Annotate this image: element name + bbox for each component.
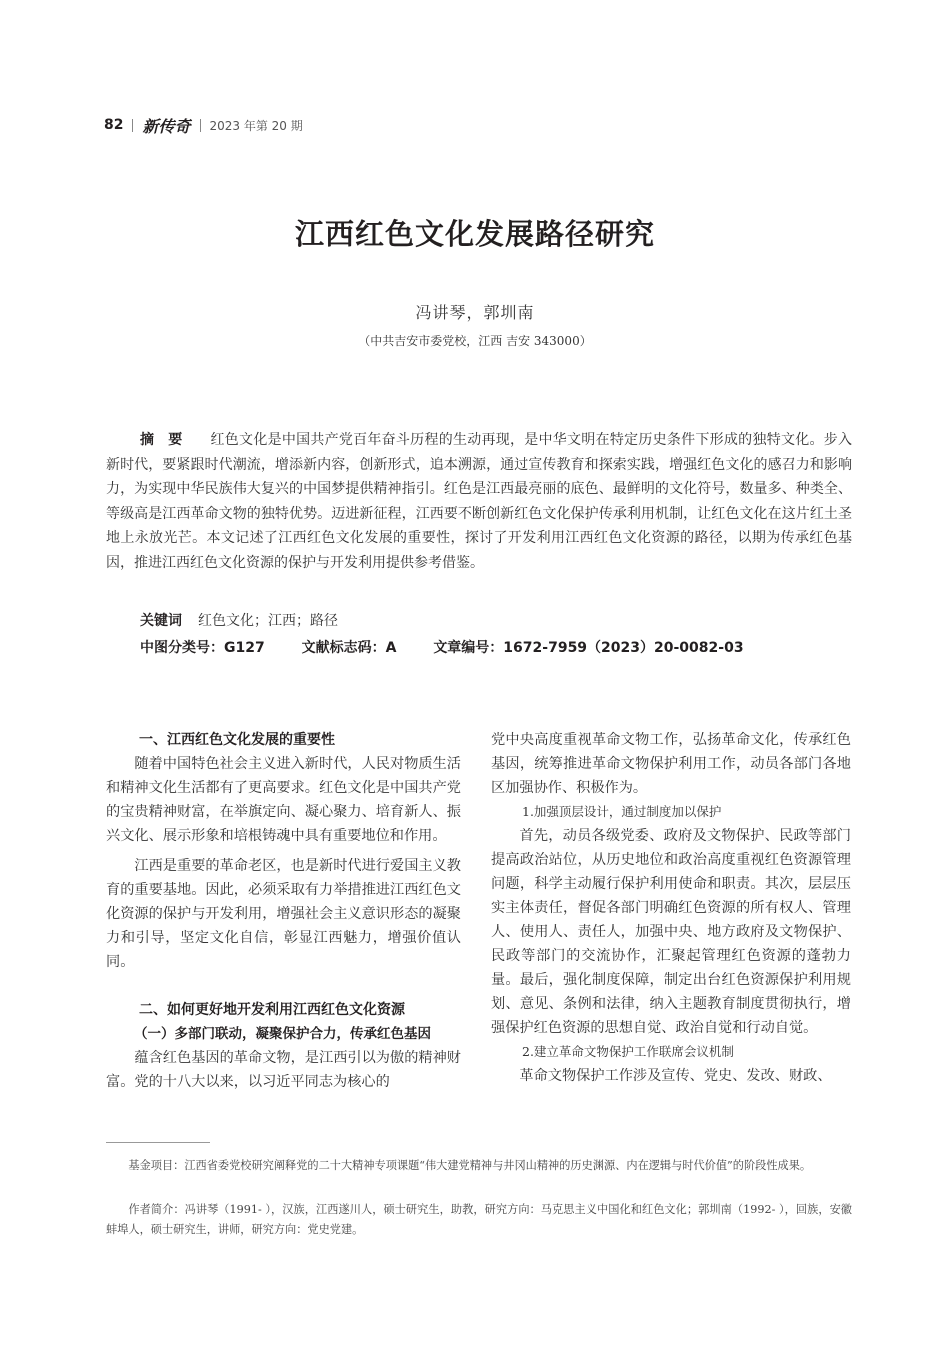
paragraph: 随着中国特色社会主义进入新时代，人民对物质生活和精神文化生活都有了更高要求。红色文化是中国共产党的宝贵精神财富，在举旗定向、凝心聚力、培育新人、振兴文化、展示形象和培根铸魂中具有重要地位和作用。 — [106, 756, 461, 844]
footnote-author-bio — [106, 1200, 852, 1240]
page-number: 82 — [104, 117, 124, 133]
section-heading: 二、如何更好地开发利用江西红色文化资源 — [139, 1002, 405, 1018]
body-right-column — [491, 728, 851, 1088]
paragraph: 首先，动员各级党委、政府及文物保护、民政等部门提高政治站位，从历史地位和政治高度重视红色资源管理问题，科学主动履行保护利用使命和职责。其次，层层压实主体责任，督促各部门明确红色资源的所有权人、管理人、使用人、责任人，加强中央、地方政府及文物保护、民政等部门的交流协作，汇聚起管理红色资源的蓬勃力量。最后，强化制度保障，制定出台红色资源保护利用规划、意见、条例和法律，纳入主题教育制度贯彻执行，增强保护红色资源的思想自觉、政治自觉和行动自觉。 — [491, 828, 851, 1036]
clc-number: 中图分类号：G127 — [140, 640, 265, 656]
abstract-text: 红色文化是中国共产党百年奋斗历程的生动再现，是中华文明在特定历史条件下形成的独特文化。步入新时代，要紧跟时代潮流，增添新内容，创新形式，追本溯源，通过宣传教育和探索实践，增强红色文化的感召力和影响力，为实现中华民族伟大复兴的中国梦提供精神指引。红色是江西最亮丽的底色、最鲜明的文化符号，数量多、种类全、等级高是江西革命文物的独特优势。迈进新征程，江西要不断创新红色文化保护传承利用机制，让红色文化在这片红土圣地上永放光芒。本文记述了江西红色文化发展的重要性，探讨了开发利用江西红色文化资源的路径，以期为传承红色基因，推进江西红色文化资源的保护与开发利用提供参考借鉴。 — [106, 432, 853, 571]
authors: 冯讲琴，郭圳南 — [415, 303, 535, 322]
footnote-fund — [106, 1156, 852, 1176]
keywords-text: 红色文化；江西；路径 — [198, 613, 338, 629]
footnote-text: 作者简介：冯讲琴（1991- ），汉族，江西遂川人，硕士研究生，助教，研究方向：马克思主义中国化和红色文化；郭圳南（1992- ），回族，安徽蚌埠人，硕士研究生，讲师，研究方向：党史党建。 — [106, 1203, 852, 1236]
subsection-heading: 2.建立革命文物保护工作联席会议机制 — [522, 1044, 734, 1059]
article-number: 文章编号：1672-7959（2023）20-0082-03 — [433, 640, 744, 656]
body-left-column — [106, 728, 461, 1094]
section-heading: 一、江西红色文化发展的重要性 — [139, 732, 335, 748]
subsection-heading: （一）多部门联动，凝聚保护合力，传承红色基因 — [134, 1026, 431, 1042]
divider — [132, 119, 133, 132]
journal-logo: 新传奇 — [142, 116, 191, 136]
keywords-label: 关键词 — [140, 613, 182, 629]
paragraph: 革命文物保护工作涉及宣传、党史、发改、财政、 — [519, 1068, 832, 1084]
paragraph: 党中央高度重视革命文物工作，弘扬革命文化，传承红色基因，统筹推进革命文物保护利用工作，动员各部门各地区加强协作、积极作为。 — [491, 732, 851, 796]
keywords — [140, 610, 338, 630]
issue-label: 2023 年第 20 期 — [209, 118, 303, 133]
abstract-label: 摘要 — [140, 432, 197, 448]
paragraph: 江西是重要的革命老区，也是新时代进行爱国主义教育的重要基地。因此，必须采取有力举措推进江西红色文化资源的保护与开发利用，增强社会主义意识形态的凝聚力和引导，坚定文化自信，彰显江西魅力，增强价值认同。 — [106, 858, 461, 970]
affiliation: （中共吉安市委党校，江西 吉安 343000） — [358, 334, 592, 348]
divider — [200, 119, 201, 132]
running-head — [104, 114, 303, 136]
subsection-heading: 1.加强顶层设计，通过制度加以保护 — [522, 804, 722, 819]
footnote-rule — [106, 1142, 210, 1143]
classification-row — [140, 637, 776, 657]
abstract — [106, 428, 852, 575]
paragraph: 蕴含红色基因的革命文物，是江西引以为傲的精神财富。党的十八大以来，以习近平同志为核心的 — [106, 1050, 461, 1090]
document-code: 文献标志码：A — [301, 640, 397, 656]
footnote-text: 基金项目：江西省委党校研究阐释党的二十大精神专项课题“伟大建党精神与井冈山精神的历史渊源、内在逻辑与时代价值”的阶段性成果。 — [128, 1159, 812, 1172]
article-title: 江西红色文化发展路径研究 — [294, 217, 655, 251]
